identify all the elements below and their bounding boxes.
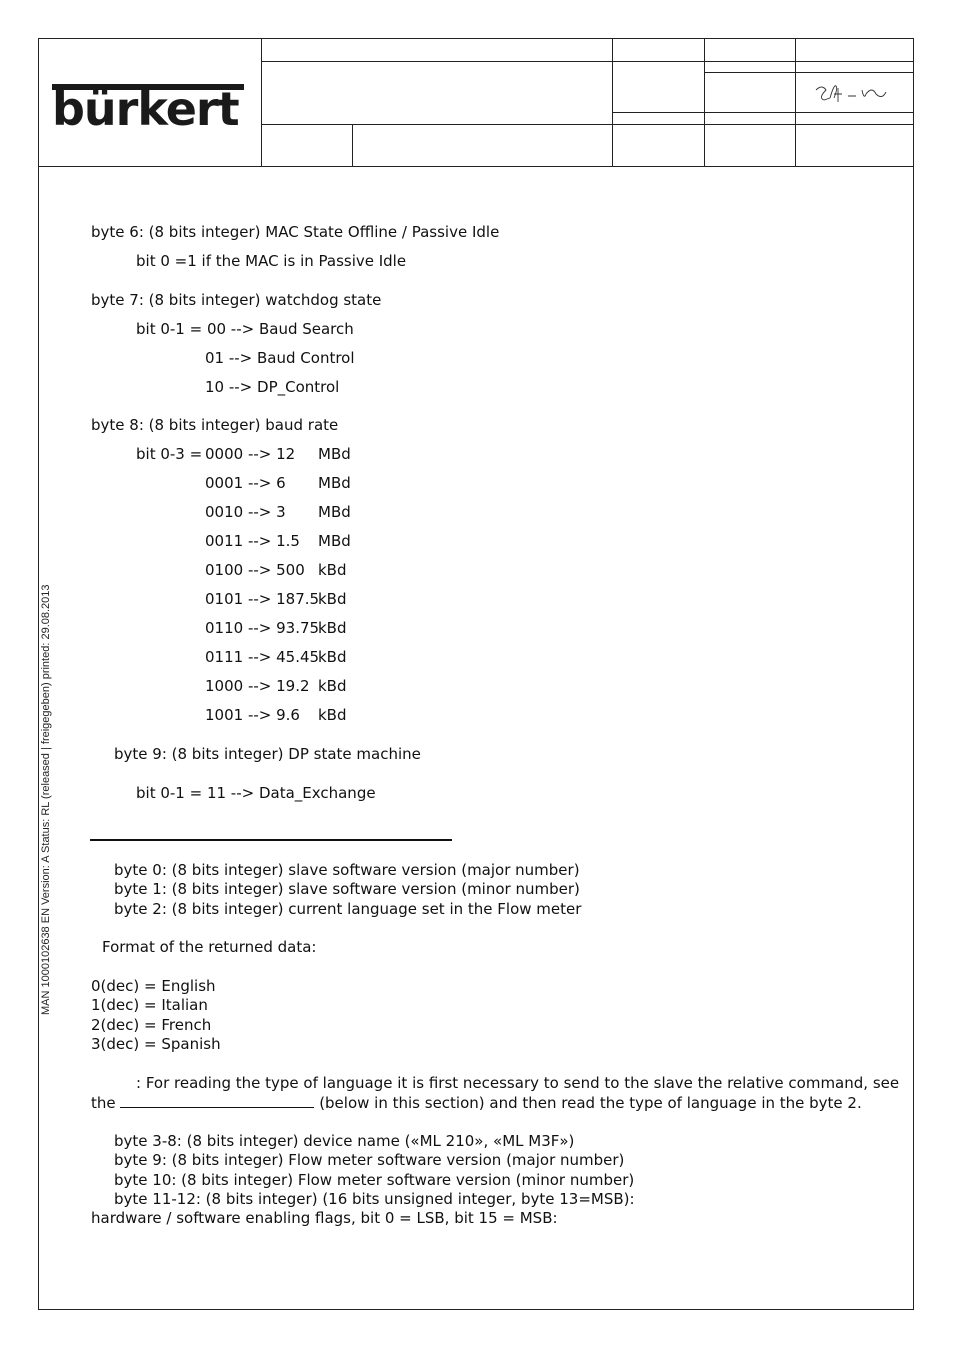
byte8-bit-prefix: bit 0-3 = (136, 445, 207, 463)
baud-unit: MBd (318, 532, 351, 550)
baud-code: 1000 --> 19.2 (205, 677, 310, 695)
baud-code: 0011 --> 1.5 (205, 532, 300, 550)
byte7-bit: bit 0-1 = 00 --> Baud Search (136, 320, 354, 338)
baud-code: 0101 --> 187.5 (205, 590, 320, 608)
language-value: 3(dec) = Spanish (91, 1035, 221, 1053)
title-block-rule (261, 61, 914, 62)
title-block-rule (612, 112, 914, 113)
baud-code: 0010 --> 3 (205, 503, 286, 521)
language-value: 1(dec) = Italian (91, 996, 208, 1014)
language-value: 0(dec) = English (91, 977, 216, 995)
response-byte10: byte 10: (8 bits integer) Flow meter software version (minor number) (114, 1171, 635, 1189)
response-byte0: byte 0: (8 bits integer) slave software version (major number) (114, 861, 580, 879)
response-flags: hardware / software enabling flags, bit 0 = LSB, bit 15 = MSB: (91, 1209, 558, 1227)
baud-code: 0100 --> 500 (205, 561, 305, 579)
baud-unit: kBd (318, 648, 347, 666)
reference-link-blank (120, 1095, 314, 1108)
section-separator (90, 839, 452, 841)
baud-code: 0000 --> 12 (205, 445, 296, 463)
title-block-divider (704, 38, 705, 166)
byte7-heading: byte 7: (8 bits integer) watchdog state (91, 291, 382, 309)
byte9-bit: bit 0-1 = 11 --> Data_Exchange (136, 784, 376, 802)
response-byte11-12: byte 11-12: (8 bits integer) (16 bits unsigned integer, byte 13=MSB): (114, 1190, 635, 1208)
baud-unit: MBd (318, 474, 351, 492)
baud-unit: kBd (318, 590, 347, 608)
byte9-heading: byte 9: (8 bits integer) DP state machine (114, 745, 421, 763)
response-byte9: byte 9: (8 bits integer) Flow meter software version (major number) (114, 1151, 625, 1169)
signature (812, 80, 902, 108)
baud-unit: kBd (318, 619, 347, 637)
baud-unit: MBd (318, 445, 351, 463)
note-line-1: : For reading the type of language it is first necessary to send to the slave the relative command, see (136, 1074, 900, 1092)
title-block-divider (352, 124, 353, 166)
baud-code: 1001 --> 9.6 (205, 706, 300, 724)
format-label: Format of the returned data: (102, 938, 317, 956)
byte7-bit: 10 --> DP_Control (205, 378, 340, 396)
header-bottom-rule (38, 166, 914, 167)
language-value: 2(dec) = French (91, 1016, 212, 1034)
burkert-logo: bürkert (52, 82, 239, 136)
baud-code: 0001 --> 6 (205, 474, 286, 492)
note-line-2 (91, 1095, 862, 1111)
response-byte1: byte 1: (8 bits integer) slave software version (minor number) (114, 880, 580, 898)
byte7-bit: 01 --> Baud Control (205, 349, 355, 367)
title-block-rule (261, 124, 914, 125)
baud-code: 0110 --> 93.75 (205, 619, 320, 637)
note-the: the (91, 1094, 116, 1112)
title-block-divider (795, 38, 796, 166)
note-rest: (below in this section) and then read the type of language in the byte 2. (319, 1094, 862, 1112)
byte6-heading: byte 6: (8 bits integer) MAC State Offline / Passive Idle (91, 223, 500, 241)
response-byte2: byte 2: (8 bits integer) current language set in the Flow meter (114, 900, 582, 918)
response-byte3-8: byte 3-8: (8 bits integer) device name («ML 210», «ML M3F») (114, 1132, 575, 1150)
title-block-divider (612, 38, 613, 166)
byte8-heading: byte 8: (8 bits integer) baud rate (91, 416, 339, 434)
baud-unit: kBd (318, 706, 347, 724)
byte6-bit: bit 0 =1 if the MAC is in Passive Idle (136, 252, 407, 270)
baud-unit: MBd (318, 503, 351, 521)
document-status-note: MAN 1000102638 EN Version: A Status: RL (released | freigegeben) printed: 29.08.2013 (40, 584, 52, 1015)
baud-code: 0111 --> 45.45 (205, 648, 320, 666)
title-block-divider (261, 38, 262, 166)
baud-unit: kBd (318, 677, 347, 695)
title-block-rule (704, 72, 914, 73)
baud-unit: kBd (318, 561, 347, 579)
